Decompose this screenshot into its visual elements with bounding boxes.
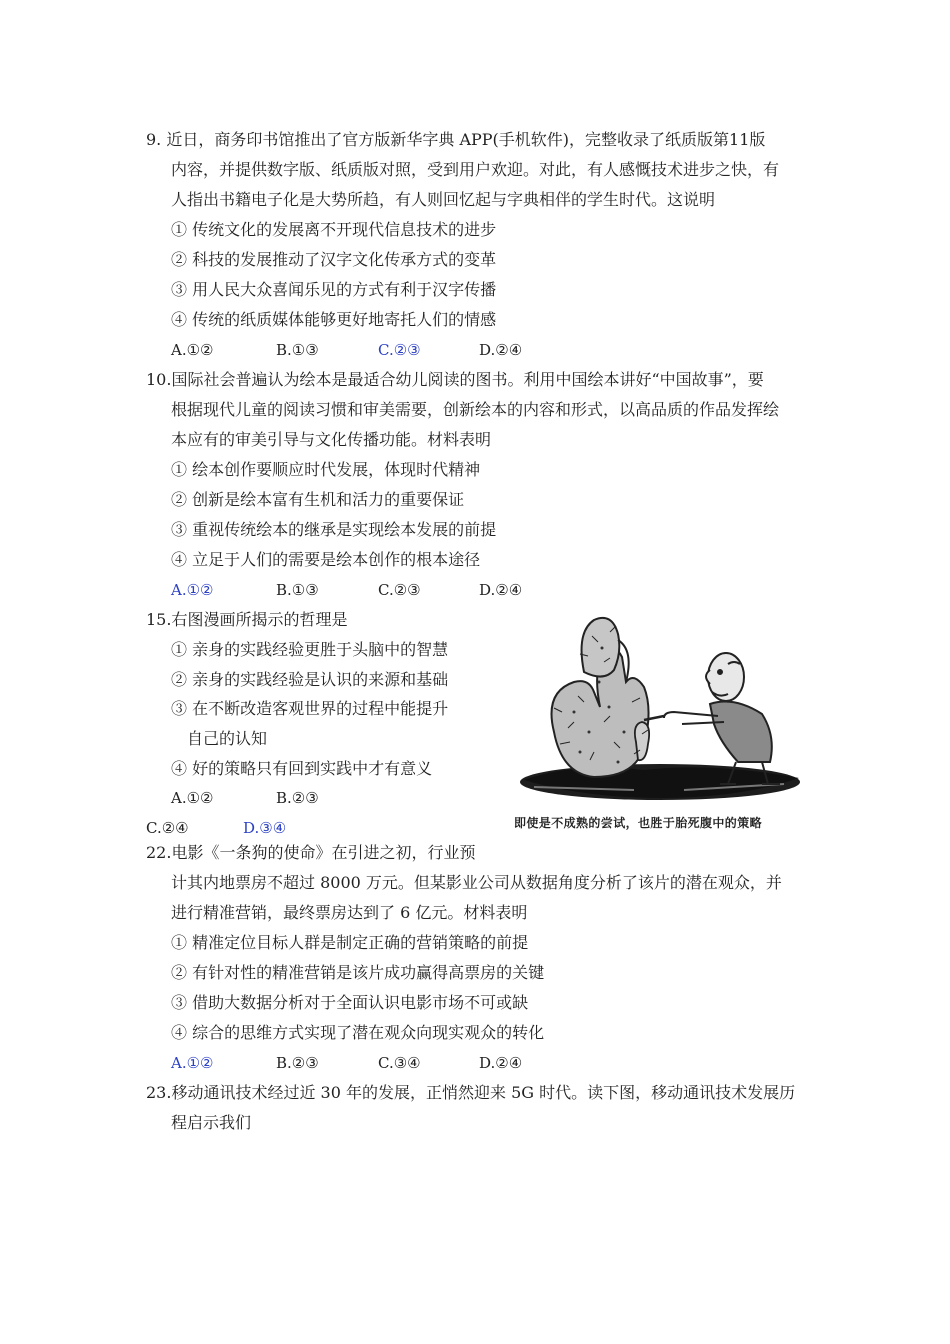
q10-option-a-answer: A.①② <box>171 581 214 599</box>
q10-option-c: C.②③ <box>378 581 421 599</box>
q10-option-d: D.②④ <box>479 581 523 599</box>
q22-statement-3: ③ 借助大数据分析对于全面认识电影市场不可或缺 <box>171 993 529 1012</box>
q9-stem-line3: 人指出书籍电子化是大势所趋，有人则回忆起与字典相伴的学生时代。这说明 <box>171 190 716 209</box>
q10-statement-3: ③ 重视传统绘本的继承是实现绘本发展的前提 <box>171 520 497 539</box>
q10-stem-line1: 10.国际社会普遍认为绘本是最适合幼儿阅读的图书。利用中国绘本讲好“中国故事”，要 <box>146 370 764 389</box>
q22-option-c: C.③④ <box>378 1054 421 1072</box>
q9-option-d: D.②④ <box>479 341 523 359</box>
q10-statement-1: ① 绘本创作要顺应时代发展，体现时代精神 <box>171 460 481 479</box>
q9-statement-2: ② 科技的发展推动了汉字文化传承方式的变革 <box>171 250 497 269</box>
cactus-cartoon-illustration <box>514 612 806 812</box>
q15-option-a: A.①② <box>171 789 214 807</box>
q22-stem-line3: 进行精准营销，最终票房达到了 6 亿元。材料表明 <box>171 903 528 922</box>
q9-option-a: A.①② <box>171 341 214 359</box>
q9-statement-4: ④ 传统的纸质媒体能够更好地寄托人们的情感 <box>171 310 497 329</box>
q23-stem-line2: 程启示我们 <box>171 1113 252 1132</box>
cartoon-caption: 即使是不成熟的尝试，也胜于胎死腹中的策略 <box>514 816 763 830</box>
q22-statement-4: ④ 综合的思维方式实现了潜在观众向现实观众的转化 <box>171 1023 545 1042</box>
q10-option-b: B.①③ <box>276 581 319 599</box>
q22-option-b: B.②③ <box>276 1054 319 1072</box>
q22-stem-line2: 计其内地票房不超过 8000 万元。但某影业公司从数据角度分析了该片的潜在观众，并 <box>171 873 782 892</box>
q22-option-a-answer: A.①② <box>171 1054 214 1072</box>
q9-option-b: B.①③ <box>276 341 319 359</box>
q15-statement-4: ④ 好的策略只有回到实践中才有意义 <box>171 759 433 778</box>
q10-stem-line2: 根据现代儿童的阅读习惯和审美需要，创新绘本的内容和形式，以高品质的作品发挥绘 <box>171 400 780 419</box>
q22-option-d: D.②④ <box>479 1054 523 1072</box>
q10-stem-line3: 本应有的审美引导与文化传播功能。材料表明 <box>171 430 492 449</box>
q15-option-c: C.②④ <box>146 819 189 837</box>
q15-statement-2: ② 亲身的实践经验是认识的来源和基础 <box>171 670 449 689</box>
q9-statement-3: ③ 用人民大众喜闻乐见的方式有利于汉字传播 <box>171 280 497 299</box>
q22-statement-2: ② 有针对性的精准营销是该片成功赢得高票房的关键 <box>171 963 545 982</box>
q15-option-d-answer: D.③④ <box>243 819 287 837</box>
q22-stem-line1: 22.电影《一条狗的使命》在引进之初，行业预 <box>146 843 476 862</box>
q23-stem-line1: 23.移动通讯技术经过近 30 年的发展，正悄然迎来 5G 时代。读下图，移动通讯技术发展历 <box>146 1083 796 1102</box>
q9-stem-line1: 9. 近日，商务印书馆推出了官方版新华字典 APP(手机软件)，完整收录了纸质版第11版 <box>146 130 766 149</box>
q9-statement-1: ① 传统文化的发展离不开现代信息技术的进步 <box>171 220 497 239</box>
q10-statement-4: ④ 立足于人们的需要是绘本创作的根本途径 <box>171 550 481 569</box>
q15-statement-1: ① 亲身的实践经验更胜于头脑中的智慧 <box>171 640 449 659</box>
q9-stem-line2: 内容，并提供数字版、纸质版对照，受到用户欢迎。对此，有人感慨技术进步之快，有 <box>171 160 780 179</box>
q15-statement-3: ③ 在不断改造客观世界的过程中能提升 <box>171 699 449 718</box>
q15-stem-line1: 15.右图漫画所揭示的哲理是 <box>146 610 348 629</box>
q15-option-b: B.②③ <box>276 789 319 807</box>
q22-statement-1: ① 精准定位目标人群是制定正确的营销策略的前提 <box>171 933 529 952</box>
q10-statement-2: ② 创新是绘本富有生机和活力的重要保证 <box>171 490 465 509</box>
q15-statement-3-cont: 自己的认知 <box>187 729 268 748</box>
q9-option-c-answer: C.②③ <box>378 341 421 359</box>
